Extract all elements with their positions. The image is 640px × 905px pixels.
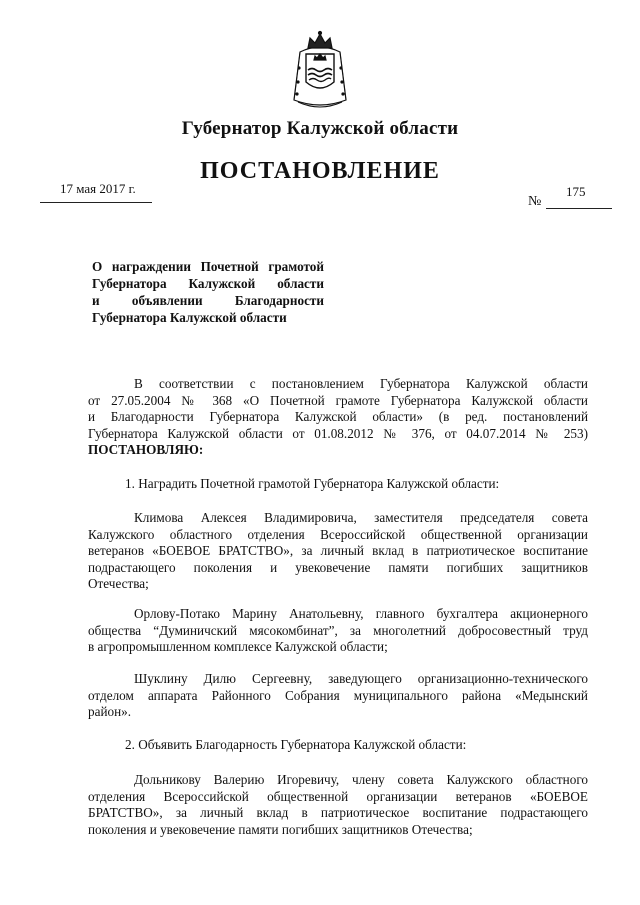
preamble-line: от 27.05.2004 № 368 «О Почетной грамоте Губернатора Калужской области [88, 392, 588, 408]
section-2-heading [88, 737, 588, 754]
section-heading: 1. Наградить Почетной грамотой Губернатора Калужской области: [125, 476, 500, 491]
paragraph-line: Дольникову Валерию Игоревичу, члену совета Калужского областного [134, 772, 588, 787]
document-date: 17 мая 2017 г. [60, 181, 136, 196]
preamble-line: В соответствии с постановлением Губернатора Калужской области [134, 376, 588, 391]
number-underline [546, 208, 612, 209]
paragraph-line: подрастающего поколения и увековечение памяти погибших защитников [88, 559, 588, 575]
preamble-line: и Благодарности Губернатора Калужской области» (в ред. постановлений [88, 409, 588, 424]
section-1-heading [88, 476, 588, 493]
document-number: 175 [566, 184, 586, 199]
paragraph-line: отделом аппарата Районного Собрания муниципального района «Медынский [88, 687, 588, 703]
gratitude-paragraph [88, 772, 588, 838]
preamble-line: Губернатора Калужской области от 01.08.2012 № 376, от 04.07.2014 № 253) [88, 425, 588, 441]
paragraph-line: Шуклину Дилю Сергеевну, заведующего организационно-технического [134, 671, 588, 686]
paragraph-line: поколения и увековечение памяти погибших защитников Отечества; [88, 821, 473, 837]
paragraph-line: Калужского областного отделения Всероссийской общественной организации [88, 526, 588, 542]
paragraph-line: общества “Думиничский мясокомбинат”, за многолетний добросовестный труд [88, 622, 588, 638]
award-paragraph [88, 606, 588, 656]
document-subject [92, 258, 324, 326]
award-paragraph [88, 510, 588, 593]
paragraph-line: Отечества; [88, 576, 149, 591]
paragraph-line: БРАТСТВО», за личный вклад в патриотическое воспитание подрастающего [88, 805, 588, 820]
paragraph-line: Климова Алексея Владимировича, заместителя председателя совета [134, 510, 588, 525]
subject-line: О награждении Почетной грамотой [92, 259, 324, 274]
subject-line: Губернатора Калужской области [92, 310, 287, 325]
kaluga-coat-of-arms-icon [286, 30, 354, 115]
decree-word: ПОСТАНОВЛЯЮ: [88, 442, 204, 457]
document-type-title: ПОСТАНОВЛЕНИЕ [200, 158, 440, 184]
preamble [88, 376, 588, 459]
award-paragraph [88, 671, 588, 721]
paragraph-line: в агропромышленном комплексе Калужской области; [88, 639, 388, 654]
section-heading: 2. Объявить Благодарность Губернатора Калужской области: [125, 737, 467, 752]
subject-line: Губернатора Калужской области [92, 276, 324, 291]
paragraph-line: отделения Всероссийской общественной организации ветеранов «БОЕВОЕ [88, 788, 588, 804]
date-underline [40, 202, 152, 203]
paragraph-line: Орлову-Потако Марину Анатольевну, главного бухгалтера акционерного [134, 606, 588, 621]
paragraph-line: ветеранов «БОЕВОЕ БРАТСТВО», за личный вклад в патриотическое воспитание [88, 543, 588, 558]
paragraph-line: район». [88, 704, 132, 719]
number-sign: № [528, 194, 542, 209]
subject-line: и объявлении Благодарности [92, 293, 324, 308]
governor-title: Губернатор Калужской области [181, 118, 459, 139]
